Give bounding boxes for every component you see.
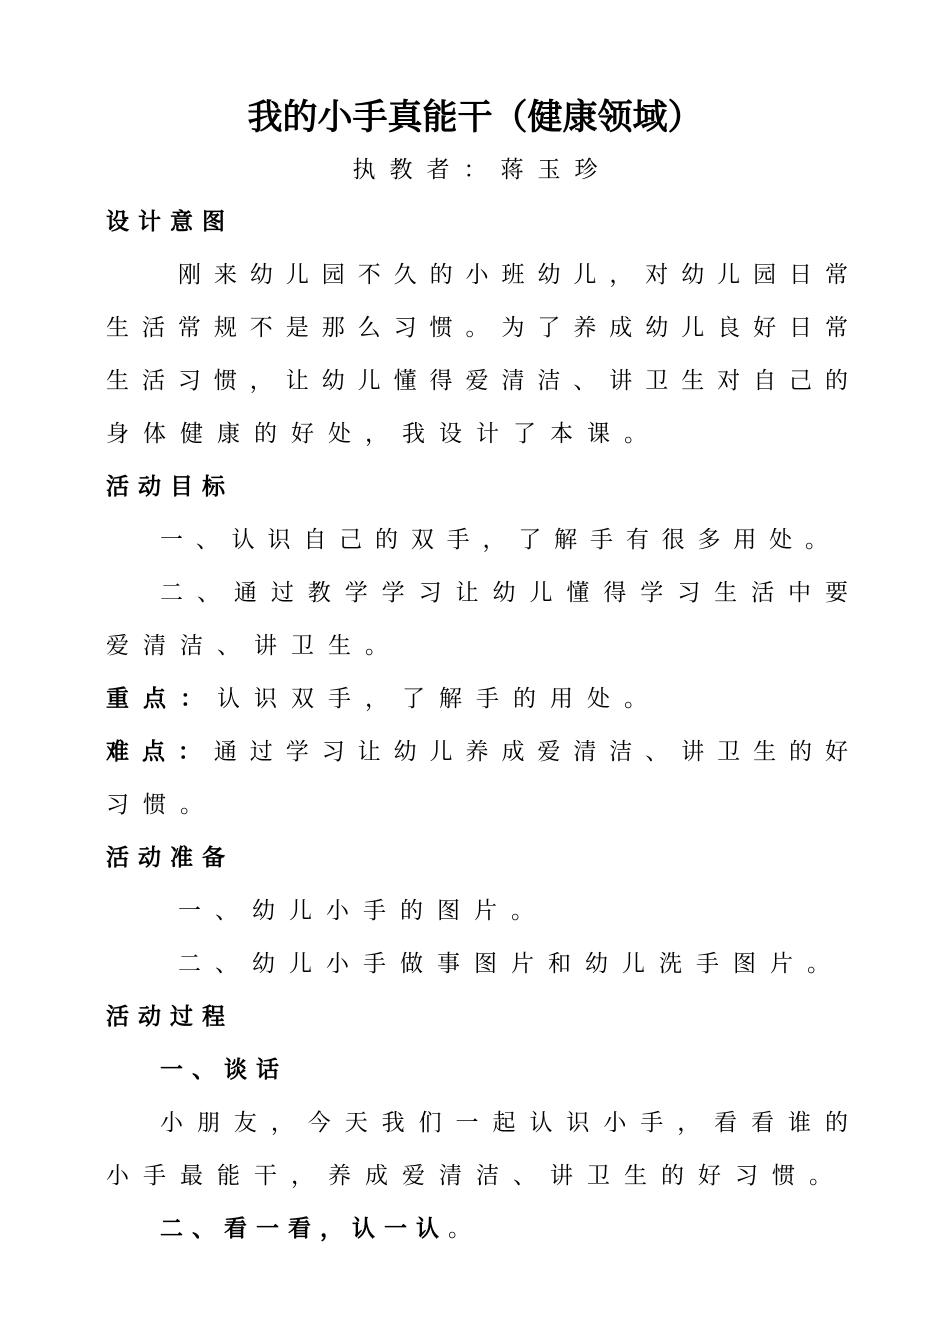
preparation-item-1: 一、幼儿小手的图片。 bbox=[178, 898, 548, 924]
difficulty-line-2: 习惯。 bbox=[106, 792, 217, 818]
section-heading-goals: 活动目标 bbox=[106, 474, 234, 500]
section-heading-process: 活动过程 bbox=[106, 1004, 234, 1030]
process-step-1-line-2: 小手最能干，养成爱清洁、讲卫生的好习惯。 bbox=[106, 1163, 846, 1189]
design-paragraph-line-2: 生活常规不是那么习惯。为了养成幼儿良好日常 bbox=[106, 315, 848, 341]
goal-item-1: 一、认识自己的双手，了解手有很多用处。 bbox=[160, 527, 828, 553]
section-heading-preparation: 活动准备 bbox=[106, 845, 234, 871]
design-paragraph-line-3: 生活习惯，让幼儿懂得爱清洁、讲卫生对自己的 bbox=[106, 368, 848, 394]
process-step-1-line-1: 小朋友，今天我们一起认识小手，看看谁的 bbox=[160, 1110, 848, 1136]
design-paragraph-line-1: 刚来幼儿园不久的小班幼儿，对幼儿园日常 bbox=[178, 262, 848, 288]
process-step-2-line bbox=[160, 1211, 902, 1247]
key-point-line bbox=[106, 681, 848, 717]
process-step-2-heading: 二、看一看，认一认 bbox=[160, 1216, 448, 1242]
key-point-text: 认识双手，了解手的用处。 bbox=[217, 686, 661, 712]
author-line: 执教者：蒋玉珍 bbox=[352, 157, 612, 183]
preparation-item-2: 二、幼儿小手做事图片和幼儿洗手图片。 bbox=[178, 951, 844, 977]
process-step-1-heading: 一、谈话 bbox=[160, 1057, 288, 1083]
section-heading-design: 设计意图 bbox=[106, 209, 234, 235]
goal-item-2-line-2: 爱清洁、讲卫生。 bbox=[106, 633, 402, 659]
difficulty-label: 难点： bbox=[106, 739, 214, 765]
key-point-label: 重点： bbox=[106, 686, 217, 712]
document-title: 我的小手真能干（健康领域） bbox=[247, 98, 703, 138]
process-step-2-trail: 。 bbox=[448, 1216, 471, 1242]
difficulty-text: 通过学习让幼儿养成爱清洁、讲卫生的好 bbox=[213, 739, 849, 765]
difficulty-line-1 bbox=[106, 734, 848, 770]
design-paragraph-line-4: 身体健康的好处，我设计了本课。 bbox=[106, 421, 661, 447]
goal-item-2-line-1: 二、通过教学学习让幼儿懂得学习生活中要 bbox=[160, 580, 848, 606]
